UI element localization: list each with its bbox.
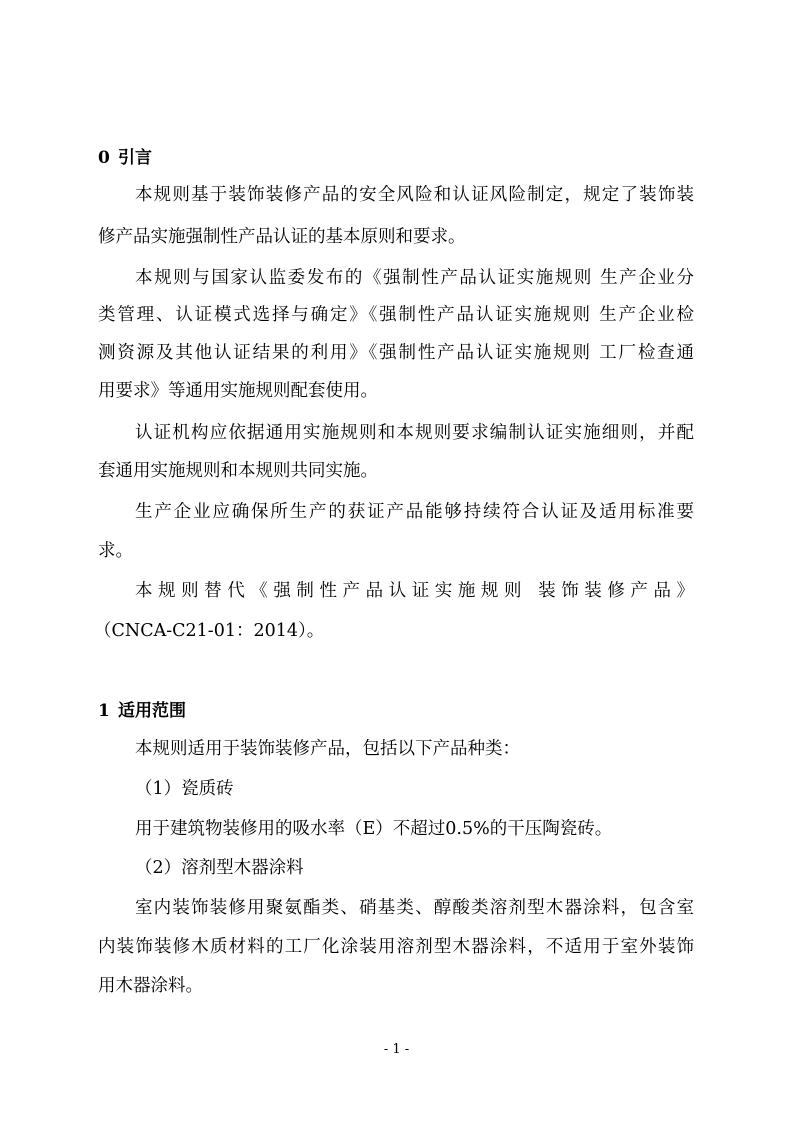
paragraph-4-line-1: 生产企业应确保所生产的获证产品能够持续符合认证及适用标准要 xyxy=(135,502,694,522)
paragraph-4-line-2: 求。 xyxy=(98,541,133,561)
paragraph-1-line-1: 本规则基于装饰装修产品的安全风险和认证风险制定，规定了装饰装 xyxy=(135,185,694,205)
section-1-intro: 本规则适用于装饰装修产品，包括以下产品种类： xyxy=(135,739,520,759)
item-2-line-3: 用木器涂料。 xyxy=(98,976,203,996)
paragraph-2-line-1: 本规则与国家认监委发布的《强制性产品认证实施规则 生产企业分 xyxy=(135,268,694,288)
page-number: - 1 - xyxy=(383,1042,410,1057)
item-2-line-2: 内装饰装修木质材料的工厂化涂装用溶剂型木器涂料，不适用于室外装饰 xyxy=(98,937,694,957)
paragraph-5-line-2: （CNCA-C21-01：2014）。 xyxy=(94,621,325,641)
section-1-number: 1 xyxy=(98,701,110,721)
paragraph-5-line-1: 本规则替代《强制性产品认证实施规则 装饰装修产品》 xyxy=(135,581,694,601)
item-1-description: 用于建筑物装修用的吸水率（E）不超过0.5%的干压陶瓷砖。 xyxy=(135,819,613,839)
item-2-line-1: 室内装饰装修用聚氨酯类、硝基类、醇酸类溶剂型木器涂料，包含室 xyxy=(135,898,694,918)
item-2-title: （2）溶剂型木器涂料 xyxy=(135,858,304,878)
section-1-heading xyxy=(98,699,186,723)
section-0-heading xyxy=(98,146,152,170)
section-0-number: 0 xyxy=(98,148,110,168)
section-0-title: 引言 xyxy=(118,148,152,168)
paragraph-3-line-2: 套通用实施规则和本规则共同实施。 xyxy=(98,461,378,481)
paragraph-3-line-1: 认证机构应依据通用实施规则和本规则要求编制认证实施细则，并配 xyxy=(135,423,694,443)
paragraph-1-line-2: 修产品实施强制性产品认证的基本原则和要求。 xyxy=(98,227,466,247)
paragraph-2-line-4: 用要求》等通用实施规则配套使用。 xyxy=(98,381,378,401)
paragraph-2-line-2: 类管理、认证模式选择与确定》《强制性产品认证实施规则 生产企业检 xyxy=(98,305,694,325)
item-1-title: （1）瓷质砖 xyxy=(135,779,234,799)
paragraph-2-line-3: 测资源及其他认证结果的利用》《强制性产品认证实施规则 工厂检查通 xyxy=(98,343,694,363)
section-1-title: 适用范围 xyxy=(118,701,186,721)
